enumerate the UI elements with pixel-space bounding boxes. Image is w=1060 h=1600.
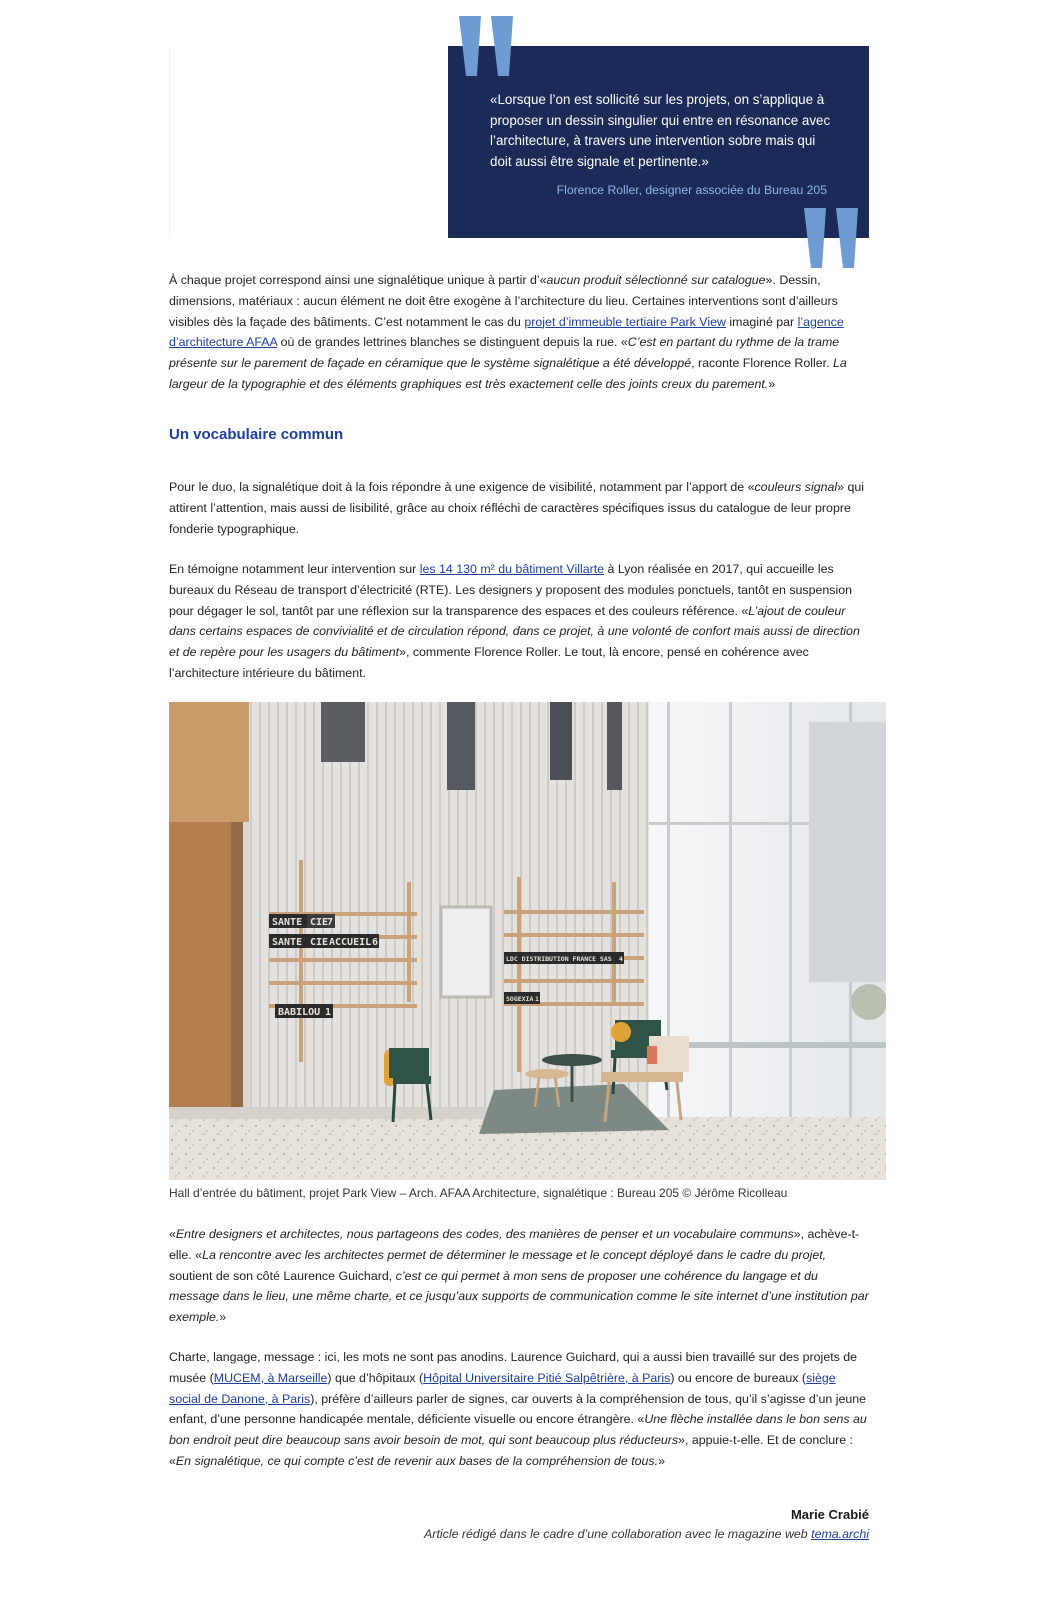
sign-text-floor-1b: 1 bbox=[535, 995, 539, 1003]
pull-quote-text: «Lorsque l’on est sollicité sur les projets, on s’applique à proposer un dessin singulier qui entre en résonance avec l’architecture, à travers une intervention sobre mais qui doit aussi être signale et pertinente.» bbox=[490, 92, 831, 169]
sign-text-floor-4: 4 bbox=[619, 955, 623, 963]
sign-text-sante-1: SANTE bbox=[272, 917, 303, 928]
link-tema-archi[interactable]: tema.archi bbox=[811, 1527, 869, 1541]
sign-text-cie-1: CIE bbox=[310, 917, 329, 928]
sign-text-sante-2: SANTE bbox=[272, 937, 303, 948]
sign-text-accueil: ACCUEIL bbox=[329, 937, 372, 948]
sign-text-sogexia: SOGEXIA bbox=[506, 995, 534, 1003]
link-pitie-salpetriere[interactable]: Hôpital Universitaire Pitié Salpêtrière, à Paris bbox=[423, 1370, 671, 1385]
sign-text-floor-6: 6 bbox=[372, 937, 379, 948]
link-mucem[interactable]: MUCEM, à Marseille bbox=[213, 1370, 328, 1385]
paragraph-intro: À chaque projet correspond ainsi une signalétique unique à partir d’«aucun produit sélectionné sur catalogue». Dessin, dimensions, matériaux : aucun élément ne doit être exogène à l’architecture du lieu. Certaines interventions sont d’ailleurs visibles dès la façade des bâtiments. C’est notamment le cas du projet d’immeuble tertiaire Park View imaginé par l’agence d’architecture AFAA où de grandes lettrines blanches se distinguent depuis la rue. «C’est en partant du rythme de la trame présente sur le parement de façade en céramique que le système signalétique a été développé, raconte Florence Roller. La largeur de la typographie et des éléments graphiques est très exactement celle des joints creux du parement.» bbox=[169, 273, 847, 391]
paragraph-signes: Charte, langage, message : ici, les mots ne sont pas anodins. Laurence Guichard, qui a aussi bien travaillé sur des projets de musée (MUCEM, à Marseille) que d’hôpitaux (Hôpital Universitaire Pitié Salpêtrière, à Paris) ou encore de bureaux (siège social de Danone, à Paris), préfère d’ailleurs parler de signes, car ouverts à la compréhension de tous, qu’il s’agisse d’un jeune enfant, d’une personne handicapée mentale, déficiente visuelle ou encore étrangère. «Une flèche installée dans le bon sens au bon endroit peut dire beaucoup sans avoir besoin de mot, qui sont beaucoup plus réducteurs», appuie-t-elle. Et de conclure : «En signalétique, ce qui compte c’est de revenir aux bases de la compréhension de tous.» bbox=[169, 1350, 867, 1468]
close-quote-icon bbox=[804, 208, 860, 268]
sign-text-floor-1: 1 bbox=[325, 1007, 332, 1018]
paragraph-villarte: En témoigne notamment leur intervention sur les 14 130 m² du bâtiment Villarte à Lyon réalisée en 2017, qui accueille les bureaux du Réseau de transport d’électricité (RTE). Les designers y proposent des modules ponctuels, tantôt en suspension pour dégager le sol, tantôt par une réflexion sur la transparence des espaces et des couleurs référence. «L’ajout de couleur dans certains espaces de convivialité et de circulation répond, dans ce projet, à une volonté de confort mais aussi de direction et de repère pour les usagers du bâtiment», commente Florence Roller. Le tout, là encore, pensé en cohérence avec l’architecture intérieure du bâtiment. bbox=[169, 562, 860, 680]
sign-text-ldc: LDC DISTRIBUTION FRANCE SAS bbox=[506, 955, 612, 963]
sign-text-babilou: BABILOU bbox=[278, 1007, 321, 1018]
open-quote-icon bbox=[459, 16, 515, 76]
paragraph-designers: «Entre designers et architectes, nous partageons des codes, des manières de penser et un vocabulaire communs», achève-t-elle. «La rencontre avec les architectes permet de déterminer le message et le concept déployé dans le cadre du projet, soutient de son côté Laurence Guichard, c’est ce qui permet à mon sens de proposer une cohérence du langage et du message dans le lieu, une même charte, et ce jusqu’aux supports de communication comme le site internet d’une institution par exemple.» bbox=[169, 1227, 869, 1325]
link-danone[interactable]: siège social de Danone, à Paris bbox=[169, 1370, 836, 1406]
photo-caption: Hall d’entrée du bâtiment, projet Park View – Arch. AFAA Architecture, signalétique : Bureau 205 © Jérôme Ricolleau bbox=[169, 1186, 788, 1200]
divider-line bbox=[169, 48, 170, 238]
section-heading: Un vocabulaire commun bbox=[169, 426, 344, 443]
link-afaa[interactable]: l’agence d’architecture AFAA bbox=[169, 314, 844, 350]
article-collaboration-note: Article rédigé dans le cadre d’une collaboration avec le magazine web tema.archi bbox=[424, 1527, 869, 1541]
pull-quote-author: Florence Roller, designer associée du Bureau 205 bbox=[556, 183, 827, 197]
sign-text-cie-2: CIE bbox=[310, 937, 329, 948]
lobby-photo bbox=[169, 702, 886, 1180]
sign-text-floor-7: 7 bbox=[327, 917, 334, 928]
link-villarte[interactable]: les 14 130 m² du bâtiment Villarte bbox=[419, 562, 605, 576]
article-author: Marie Crabié bbox=[790, 1507, 869, 1522]
paragraph-duo: Pour le duo, la signalétique doit à la fois répondre à une exigence de visibilité, notamment par l’apport de «couleurs signal» qui attirent l’attention, mais aussi de lisibilité, grâce au choix réfléchi de caractères spécifiques issus du catalogue de leur propre fonderie typographique. bbox=[169, 480, 865, 536]
link-park-view[interactable]: projet d’immeuble tertiaire Park View bbox=[524, 314, 726, 329]
lobby-photo-illustration bbox=[169, 702, 886, 1180]
